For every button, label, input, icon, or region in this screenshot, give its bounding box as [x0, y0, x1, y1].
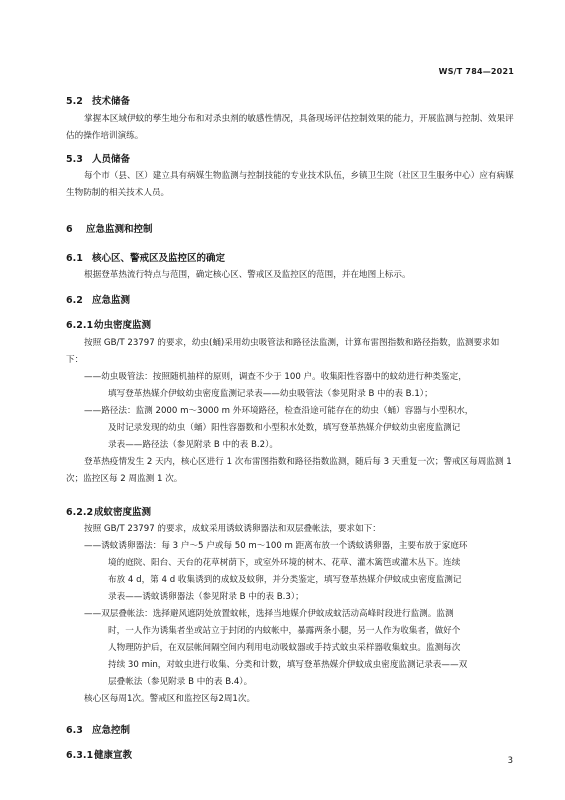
list-item-line: 及时记录发现的幼虫（蛹）阳性容器数和小型积水处数，填写登革热媒介伊蚊幼虫密度监测记	[108, 423, 461, 433]
heading-title: 应急控制	[92, 725, 131, 736]
heading-6	[66, 221, 153, 235]
heading-6-2	[66, 292, 130, 306]
list-item-line: 布放 4 d，第 4 d 收集诱到的成蚊及蚊卵，并分类鉴定，填写登革热媒介伊蚊成虫密度监测记	[108, 575, 462, 585]
heading-number: 6.2.1	[66, 320, 94, 331]
paragraph-6-1: 根据登革热流行特点与范围，确定核心区、警戒区及监控区的范围，并在地图上标示。	[84, 270, 411, 280]
list-item-line: 境的庭院、阳台、天台的花草树荫下，或室外环境的树木、花草、灌木篱笆或灌木丛下。连续	[108, 558, 461, 568]
paragraph-5-3: 每个市（县、区）建立具有病媒生物监测与控制技能的专业技术队伍，乡镇卫生院（社区卫生服务中心）应有病媒生物防制的相关技术人员。	[66, 171, 514, 198]
paragraph-5-2: 掌握本区域伊蚊的孳生地分布和对杀虫剂的敏感性情况，具备现场评估控制效果的能力，开展监测与控制、效果评估的操作培训演练。	[66, 114, 514, 141]
standard-code: WS/T 784—2021	[438, 67, 514, 76]
heading-6-3	[66, 722, 130, 736]
paragraph-6-2-1-after: 登革热疫情发生 2 天内，核心区进行 1 次布雷图指数和路径指数监测，随后每 3 天重复一次；警戒区每周监测 1 次；监控区每 2 周监测 1 次。	[66, 457, 512, 484]
heading-6-2-1	[66, 317, 151, 331]
list-item-line: ——幼虫吸管法：按照随机抽样的原则，调查不少于 100 户。收集阳性容器中的蚊幼进行种类鉴定，	[84, 372, 467, 382]
list-item-line: 人物理防护后，在双层帐间隔空间内利用电动吸蚊器或手持式蚊虫采样器收集蚊虫。监测每次	[108, 643, 461, 653]
heading-number: 5.3	[66, 154, 83, 165]
heading-number: 6.3.1	[66, 750, 94, 761]
heading-6-2-2	[66, 504, 151, 518]
list-item-line: 填写登革热媒介伊蚊幼虫密度监测记录表——幼虫吸管法（参见附录 B 中的表 B.1）；	[108, 389, 433, 399]
list-item-line: 持续 30 min，对蚊虫进行收集、分类和计数，填写登革热媒介伊蚊成虫密度监测记录表——双	[108, 660, 468, 670]
heading-number: 6.2.2	[66, 507, 94, 518]
heading-title: 技术储备	[92, 96, 131, 107]
page-number: 3	[507, 756, 513, 766]
heading-5-2	[66, 93, 130, 107]
heading-number: 5.2	[66, 96, 83, 107]
list-item-line: ——路径法：监测 2000 m～3000 m 外环境路径，检查沿途可能存在的幼虫（蛹）容器与小型积水，	[84, 406, 474, 416]
heading-6-1	[66, 250, 225, 264]
list-item-line: 录表——诱蚊诱卵器法（参见附录 B 中的表 B.3）；	[108, 592, 304, 602]
heading-title: 人员储备	[92, 154, 131, 165]
list-item-line: ——双层叠帐法：选择避风遮阴处放置蚊帐，选择当地媒介伊蚊成蚊活动高峰时段进行监测。监测	[84, 609, 454, 619]
heading-number: 6	[66, 224, 73, 235]
list-item-line: ——诱蚊诱卵器法：每 3 户～5 户或每 50 m～100 m 距离布放一个诱蚊诱卵器，主要布放于家庭环	[84, 541, 468, 551]
heading-5-3	[66, 151, 130, 165]
paragraph-6-2-2-intro: 按照 GB/T 23797 的要求，成蚊采用诱蚊诱卵器法和双层叠帐法，要求如下：	[84, 524, 381, 534]
heading-title: 核心区、警戒区及监控区的确定	[92, 253, 226, 264]
heading-title: 幼虫密度监测	[94, 320, 152, 331]
list-item-line: 时，一人作为诱集者坐或站立于封闭的内蚊帐中，暴露两条小腿，另一人作为收集者，做好个	[108, 626, 461, 636]
list-item-line: 录表——路径法（参见附录 B 中的表 B.2）。	[108, 440, 278, 450]
heading-6-3-1	[66, 747, 132, 761]
heading-number: 6.3	[66, 725, 83, 736]
paragraph-6-2-1-intro: 按照 GB/T 23797 的要求，幼虫(蛹)采用幼虫吸管法和路径法监测，计算布雷图指数和路径指数，监测要求如下：	[66, 338, 500, 365]
heading-title: 应急监测和控制	[86, 224, 153, 235]
heading-number: 6.1	[66, 253, 83, 264]
heading-number: 6.2	[66, 295, 83, 306]
heading-title: 应急监测	[92, 295, 131, 306]
paragraph-6-2-2-after: 核心区每周1次。警戒区和监控区每2周1次。	[84, 694, 256, 704]
heading-title: 成蚊密度监测	[94, 507, 152, 518]
heading-title: 健康宣教	[94, 750, 133, 761]
list-item-line: 层叠帐法（参见附录 B 中的表 B.4）。	[108, 677, 253, 687]
